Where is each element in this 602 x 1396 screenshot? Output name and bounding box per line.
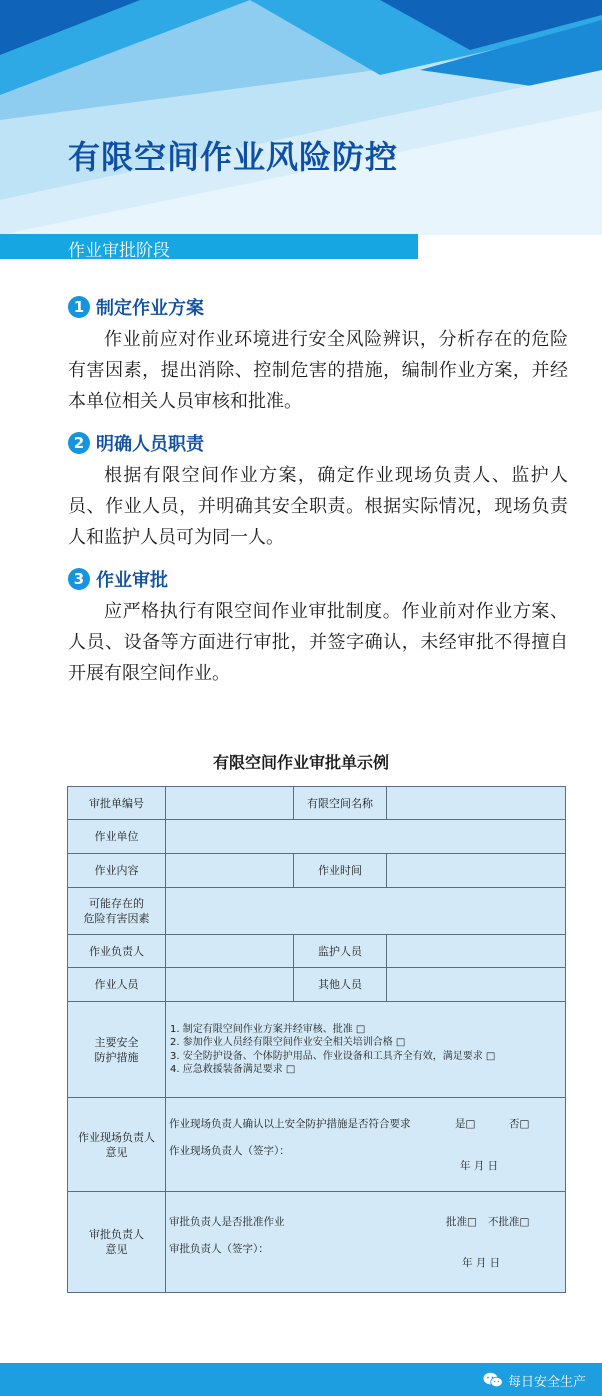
measures-label bbox=[68, 1002, 166, 1098]
table-row bbox=[68, 888, 566, 935]
site-date-label: 年 月 日 bbox=[460, 1160, 499, 1172]
measure-item[interactable]: 4. 应急救援装备满足要求 □ bbox=[170, 1064, 296, 1075]
workers-field[interactable] bbox=[166, 968, 294, 1002]
section-body: 作业前应对作业环境进行安全风险辨识，分析存在的危险有害因素，提出消除、控制危害的措施，编制作业方案，并经本单位相关人员审核和批准。 bbox=[68, 329, 568, 412]
hazards-label-line1: 可能存在的 bbox=[89, 897, 144, 910]
approval-form-table bbox=[67, 786, 566, 1293]
section-header bbox=[68, 430, 568, 456]
space-name-label: 有限空间名称 bbox=[294, 787, 387, 820]
measures-label-line2: 防护措施 bbox=[94, 1050, 139, 1064]
section-header bbox=[68, 566, 568, 592]
site-confirm-text: 作业现场负责人确认以上安全防护措施是否符合要求 bbox=[169, 1118, 411, 1130]
watermark-text: 每日安全生产 bbox=[507, 1374, 586, 1390]
table-row bbox=[68, 1002, 566, 1098]
others-field[interactable] bbox=[387, 968, 566, 1002]
table-row bbox=[68, 935, 566, 968]
table-row bbox=[68, 1098, 566, 1192]
table-row bbox=[68, 1192, 566, 1293]
watermark bbox=[483, 1371, 586, 1389]
work-time-field[interactable] bbox=[387, 854, 566, 888]
stage-banner bbox=[0, 234, 418, 259]
workers-label: 作业人员 bbox=[68, 968, 166, 1002]
space-name-field[interactable] bbox=[387, 787, 566, 820]
section-title: 制定作业方案 bbox=[96, 298, 204, 319]
work-unit-field[interactable] bbox=[166, 820, 566, 854]
site-opinion-field bbox=[166, 1098, 566, 1192]
form-title: 有限空间作业审批单示例 bbox=[212, 753, 389, 772]
table-row bbox=[68, 787, 566, 820]
approve-checkbox[interactable]: 批准□ bbox=[446, 1216, 477, 1228]
approver-opinion-label bbox=[68, 1192, 166, 1293]
header-background bbox=[0, 0, 602, 235]
approver-opinion-field bbox=[166, 1192, 566, 1293]
work-content-field[interactable] bbox=[166, 854, 294, 888]
section-duties bbox=[68, 430, 568, 553]
site-no-checkbox[interactable]: 否□ bbox=[509, 1118, 530, 1130]
work-unit-label: 作业单位 bbox=[68, 820, 166, 854]
approver-opinion-label-line2: 意见 bbox=[105, 1243, 128, 1256]
supervisor-field[interactable] bbox=[387, 935, 566, 968]
section-plan bbox=[68, 294, 568, 417]
wechat-icon bbox=[483, 1372, 503, 1388]
section-body: 应严格执行有限空间作业审批制度。作业前对作业方案、人员、设备等方面进行审批，并签字确认，未经审批不得擅自开展有限空间作业。 bbox=[68, 601, 568, 684]
table-row bbox=[68, 968, 566, 1002]
site-opinion-label-line1: 作业现场负责人 bbox=[78, 1130, 155, 1144]
section-body: 根据有限空间作业方案，确定作业现场负责人、监护人员、作业人员，并明确其安全职责。根据实际情况，现场负责人和监护人员可为同一人。 bbox=[68, 465, 568, 548]
stage-label: 作业审批阶段 bbox=[68, 241, 170, 261]
site-opinion-label bbox=[68, 1098, 166, 1192]
work-time-label: 作业时间 bbox=[294, 854, 387, 888]
hazards-label bbox=[68, 888, 166, 935]
measures-label-line1: 主要安全 bbox=[94, 1035, 139, 1049]
measure-item[interactable]: 2. 参加作业人员经有限空间作业安全相关培训合格 □ bbox=[170, 1037, 406, 1048]
section-number-badge: 2 bbox=[68, 432, 90, 454]
measure-item[interactable]: 1. 制定有限空间作业方案并经审核、批准 □ bbox=[170, 1023, 366, 1035]
section-number-badge: 3 bbox=[68, 568, 90, 590]
approver-question-text: 审批负责人是否批准作业 bbox=[169, 1216, 285, 1228]
table-row bbox=[68, 820, 566, 854]
section-header bbox=[68, 294, 568, 320]
hazards-field[interactable] bbox=[166, 888, 566, 935]
supervisor-label: 监护人员 bbox=[294, 935, 387, 968]
reject-checkbox[interactable]: 不批准□ bbox=[488, 1216, 530, 1228]
hazards-label-line2: 危险有害因素 bbox=[83, 912, 150, 925]
page-title: 有限空间作业风险防控 bbox=[68, 138, 399, 176]
measure-item[interactable]: 3. 安全防护设备、个体防护用品、作业设备和工具齐全有效，满足要求 □ bbox=[170, 1050, 496, 1062]
approval-no-field[interactable] bbox=[166, 787, 294, 820]
others-label: 其他人员 bbox=[294, 968, 387, 1002]
section-title: 明确人员职责 bbox=[96, 434, 204, 455]
work-content-label: 作业内容 bbox=[68, 854, 166, 888]
site-signature-label: 作业现场负责人（签字）： bbox=[169, 1145, 290, 1157]
work-leader-field[interactable] bbox=[166, 935, 294, 968]
approval-no-label: 审批单编号 bbox=[68, 787, 166, 820]
section-number-badge: 1 bbox=[68, 296, 90, 318]
site-opinion-label-line2: 意见 bbox=[105, 1145, 128, 1159]
site-yes-checkbox[interactable]: 是□ bbox=[455, 1118, 476, 1130]
approver-opinion-label-line1: 审批负责人 bbox=[89, 1228, 144, 1241]
approver-date-label: 年 月 日 bbox=[462, 1257, 501, 1269]
work-leader-label: 作业负责人 bbox=[68, 935, 166, 968]
table-row bbox=[68, 854, 566, 888]
section-approval bbox=[68, 566, 568, 689]
section-title: 作业审批 bbox=[96, 570, 168, 591]
approver-signature-label: 审批负责人（签字）： bbox=[169, 1243, 269, 1255]
measures-list bbox=[166, 1002, 566, 1098]
